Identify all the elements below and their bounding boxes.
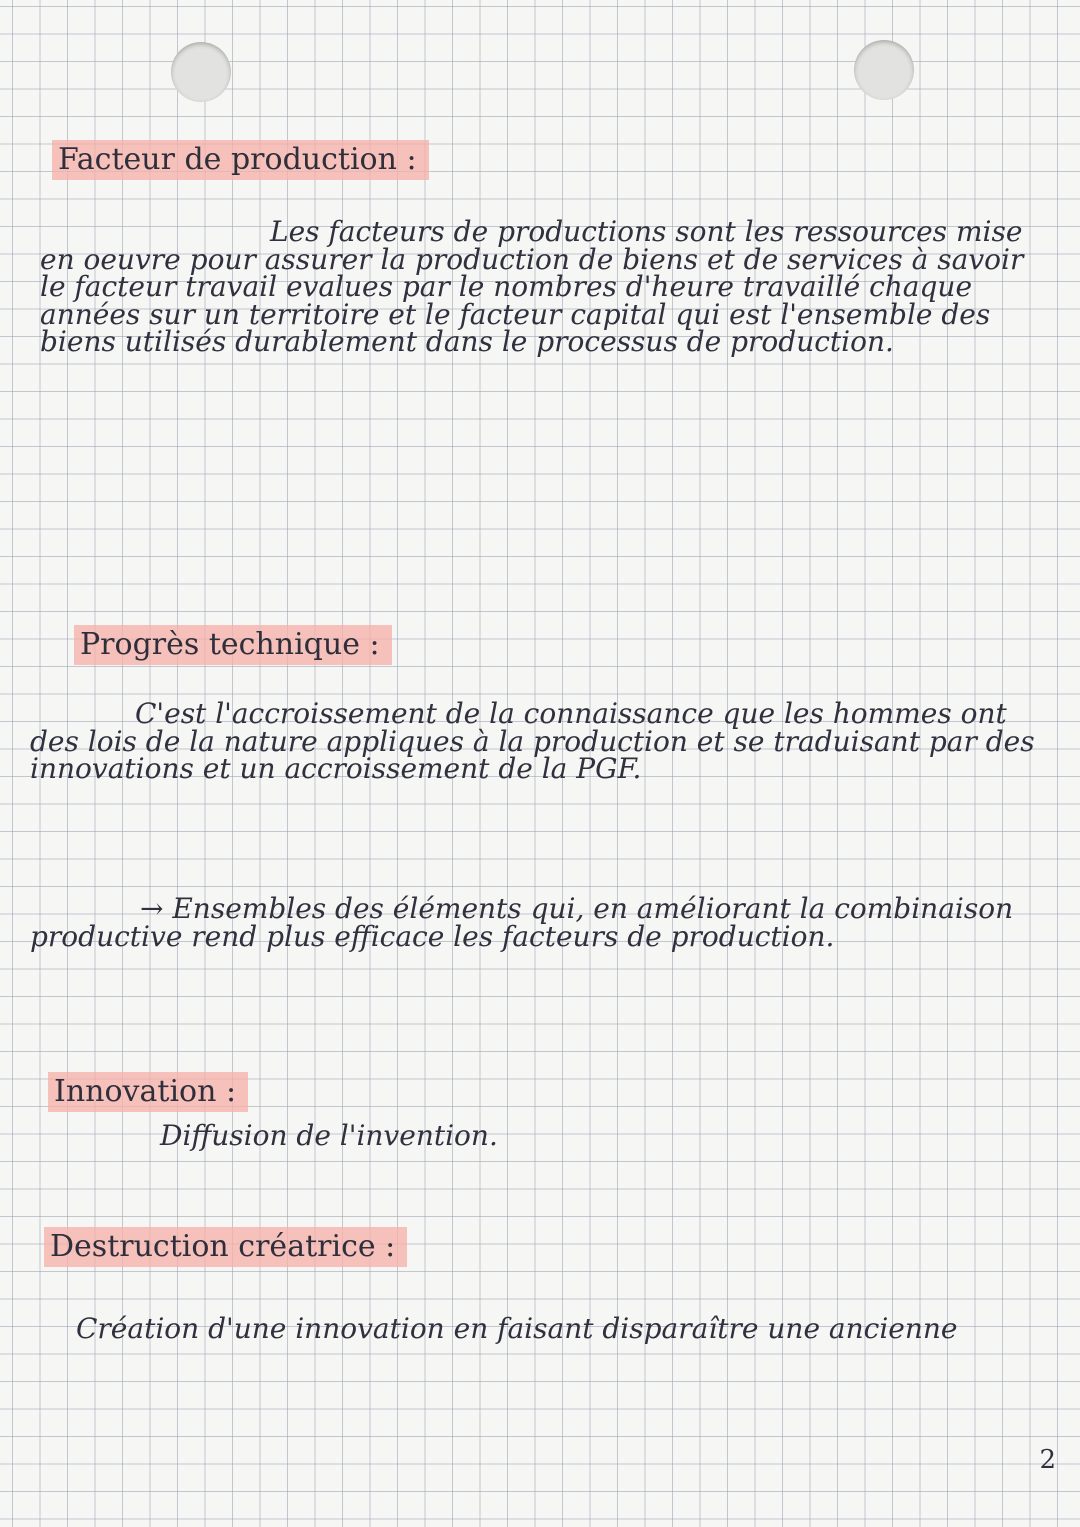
heading-facteur-de-production: Facteur de production : (52, 140, 429, 180)
binder-hole-left (171, 42, 231, 102)
heading-progres-technique: Progrès technique : (74, 625, 392, 665)
binder-hole-right (854, 40, 914, 100)
definition-facteur-de-production: Les facteurs de productions sont les ressources mise en oeuvre pour assurer la production de biens et de services à savoir le facteur travail evalues par le nombres d'heure travaillé chaque années sur un territoire et le facteur capital qui est l'ensemble des biens utilisés durablement dans le processus de production. (40, 215, 1024, 358)
heading-innovation: Innovation : (48, 1072, 248, 1112)
note-progres-technique: → Ensembles des éléments qui, en améliorant la combinaison productive rend plus efficace les facteurs de production. (30, 892, 1014, 953)
heading-destruction-creatrice: Destruction créatrice : (44, 1227, 407, 1267)
page-number: 2 (1039, 1445, 1056, 1475)
definition-innovation: Diffusion de l'invention. (160, 1119, 498, 1152)
definition-destruction-creatrice: Création d'une innovation en faisant disparaître une ancienne (76, 1312, 958, 1345)
definition-progres-technique: C'est l'accroissement de la connaissance que les hommes ont des lois de la nature appliques à la production et se traduisant par des innovations et un accroissement de la PGF. (30, 697, 1035, 785)
